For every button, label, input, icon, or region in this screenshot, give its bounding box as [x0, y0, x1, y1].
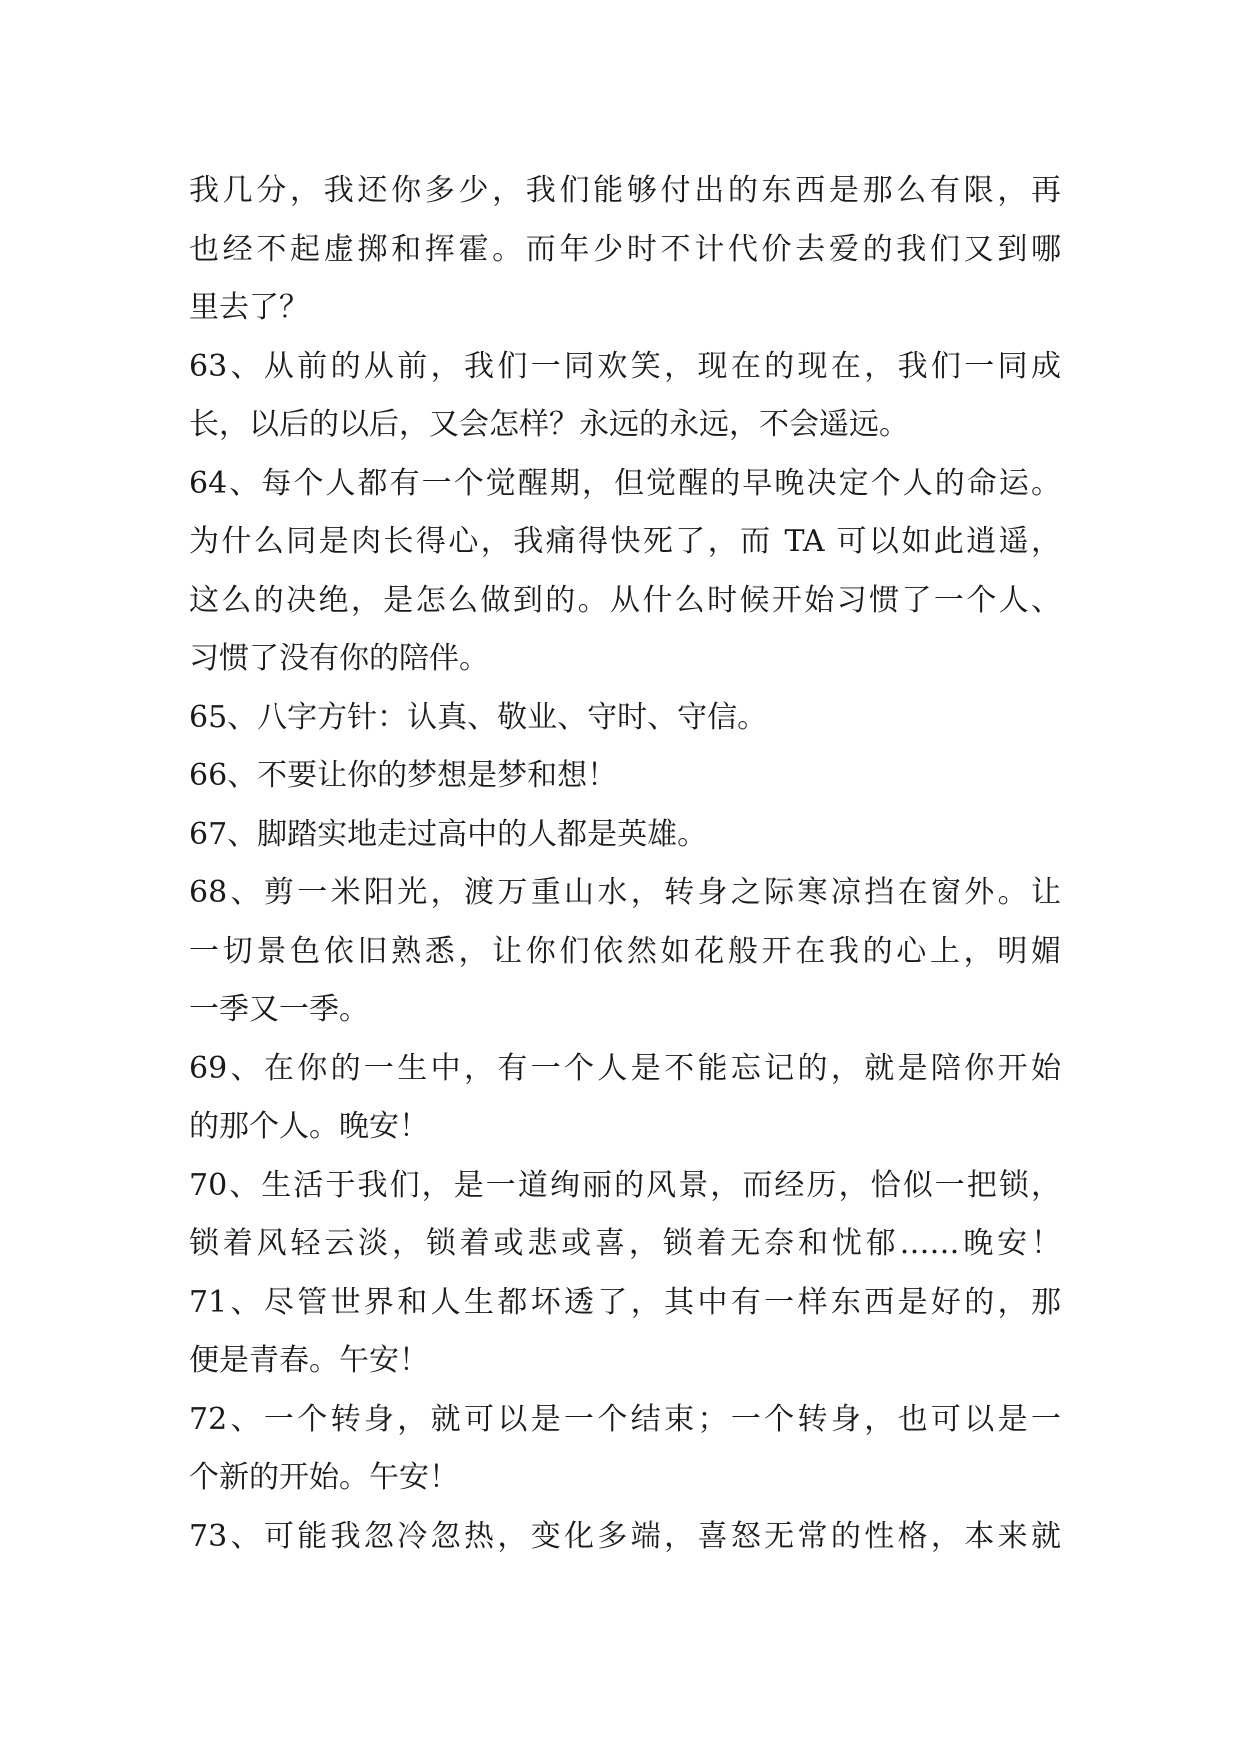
- text-line: 65、八字方针：认真、敬业、守时、守信。: [189, 699, 768, 735]
- text-line: 便是青春。午安！: [189, 1343, 429, 1378]
- text-line: 长，以后的以后，又会怎样？永远的永远，不会遥远。: [189, 407, 909, 442]
- text-line: 66、不要让你的梦想是梦和想！: [189, 758, 618, 793]
- text-line: 67、脚踏实地走过高中的人都是英雄。: [189, 816, 708, 852]
- text-line: 69、在你的一生中，有一个人是不能忘记的，就是陪你开始: [189, 1050, 1061, 1086]
- text-line: 73、可能我忽冷忽热，变化多端，喜怒无常的性格，本来就: [189, 1518, 1061, 1554]
- document-body: [189, 162, 1061, 1566]
- text-line: 64、每个人都有一个觉醒期，但觉醒的早晚决定个人的命运。: [189, 465, 1061, 501]
- text-line: 63、从前的从前，我们一同欢笑，现在的现在，我们一同成: [189, 348, 1061, 384]
- text-line: 一季又一季。: [189, 992, 369, 1027]
- text-line: 这么的决绝，是怎么做到的。从什么时候开始习惯了一个人、: [189, 582, 1061, 618]
- text-line: 的那个人。晚安！: [189, 1109, 429, 1144]
- text-line: 习惯了没有你的陪伴。: [189, 641, 489, 676]
- text-line: 72、一个转身，就可以是一个结束；一个转身，也可以是一: [189, 1401, 1061, 1437]
- text-line: 71、尽管世界和人生都坏透了，其中有一样东西是好的，那: [189, 1284, 1061, 1320]
- text-line: 68、剪一米阳光，渡万重山水，转身之际寒凉挡在窗外。让: [189, 875, 1061, 910]
- text-line: 个新的开始。午安！: [189, 1460, 459, 1495]
- text-line: 锁着风轻云淡，锁着或悲或喜，锁着无奈和忧郁……晚安！: [189, 1226, 1061, 1261]
- text-line: 70、生活于我们，是一道绚丽的风景，而经历，恰似一把锁，: [189, 1167, 1061, 1203]
- text-line: 我几分，我还你多少，我们能够付出的东西是那么有限，再: [189, 173, 1061, 208]
- text-line: 为什么同是肉长得心，我痛得快死了，而 TA 可以如此逍遥，: [189, 524, 1061, 559]
- text-line: 里去了？: [189, 290, 309, 325]
- text-line: 一切景色依旧熟悉，让你们依然如花般开在我的心上，明媚: [189, 933, 1061, 969]
- text-line: 也经不起虚掷和挥霍。而年少时不计代价去爱的我们又到哪: [189, 231, 1061, 267]
